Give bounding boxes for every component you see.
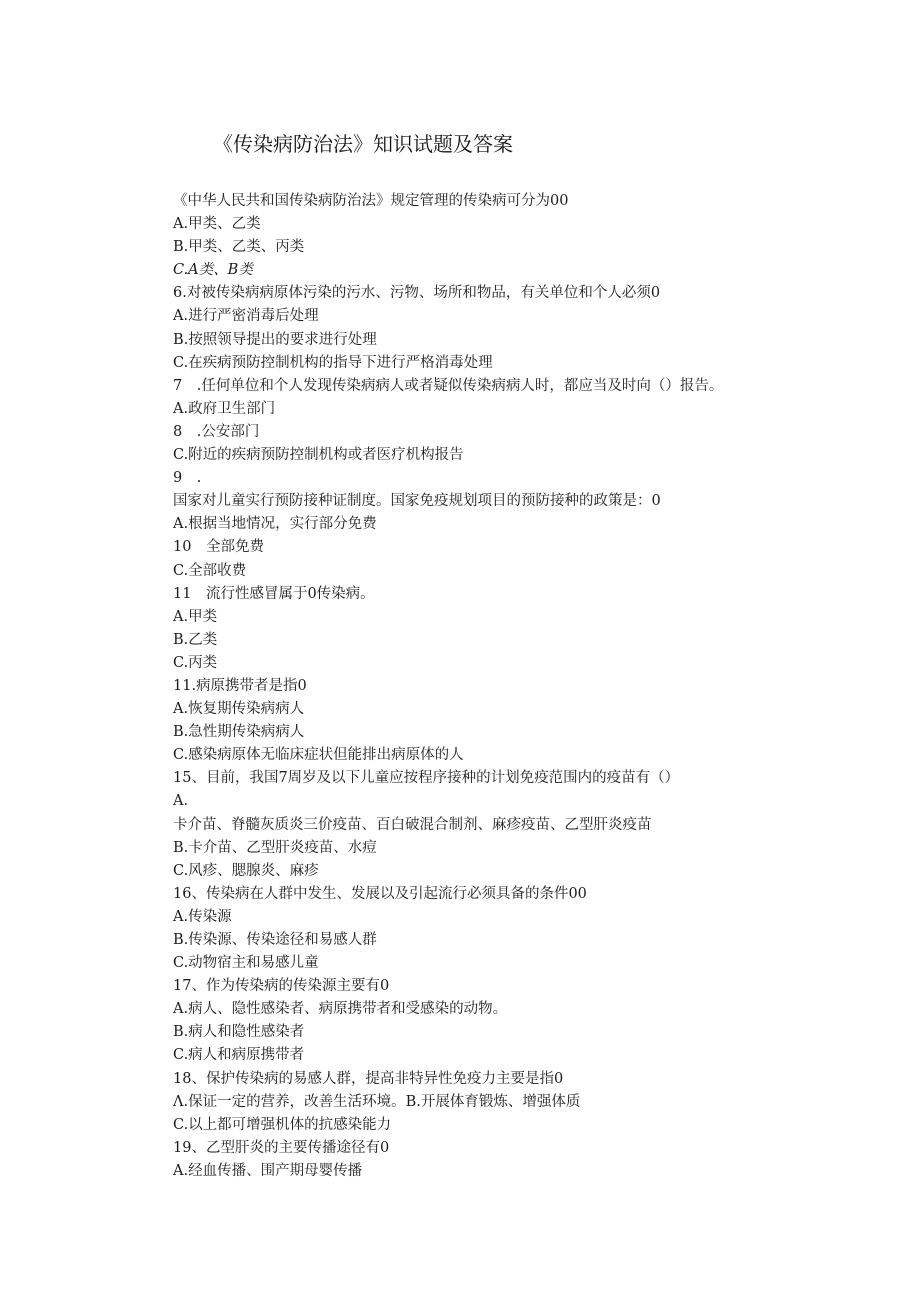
text-line: A. (173, 793, 189, 810)
text-line: 9 . (173, 470, 202, 487)
text-line: B.按照领导提出的要求进行处理 (173, 331, 377, 348)
text-line: A.恢复期传染病病人 (173, 701, 305, 718)
text-line: 7 .任何单位和个人发现传染病病人或者疑似传染病病人时，都应当及时向（）报告。 (173, 377, 724, 394)
text-line: C.以上都可增强机体的抗感染能力 (173, 1116, 392, 1133)
text-line: B.乙类 (173, 631, 218, 648)
text-line: 11.病原携带者是指0 (173, 677, 307, 694)
text-line: A.甲类、乙类 (173, 216, 261, 233)
text-line: 卡介苗、脊髓灰质炎三价疫苗、百白破混合制剂、麻疹疫苗、乙型肝炎疫苗 (173, 816, 652, 833)
text-line: C.A类、B类 (173, 262, 253, 279)
text-line: 17、作为传染病的传染源主要有0 (173, 978, 390, 995)
question-list (173, 190, 873, 1183)
text-line: 15、目前，我国7周岁及以下儿童应按程序接种的计划免疫范围内的疫苗有（） (173, 770, 680, 787)
text-line: A.经血传播、围产期母婴传播 (173, 1162, 363, 1179)
text-line: A.传染源 (173, 908, 232, 925)
text-line: B.甲类、乙类、丙类 (173, 239, 305, 256)
text-line: Λ.保证一定的营养，改善生活环境。B.开展体育锻炼、增强体质 (173, 1093, 581, 1110)
text-line: C.在疾病预防控制机构的指导下进行严格消毒处理 (173, 354, 493, 371)
text-line: 8 .公安部门 (173, 423, 260, 440)
text-line: C.附近的疾病预防控制机构或者医疗机构报告 (173, 447, 464, 464)
text-line: A.政府卫生部门 (173, 400, 276, 417)
text-line: A.根据当地情况，实行部分免费 (173, 516, 377, 533)
text-line: 国家对儿童实行预防接种证制度。国家免疫规划项目的预防接种的政策是：0 (173, 493, 661, 510)
text-line: 18、保护传染病的易感人群，提高非特异性免疫力主要是指0 (173, 1070, 564, 1087)
text-line: 《中华人民共和国传染病防治法》规定管理的传染病可分为00 (173, 193, 569, 209)
text-line: B.急性期传染病病人 (173, 724, 305, 741)
text-line: B.传染源、传染途径和易感人群 (173, 932, 377, 948)
text-line: B.卡介苗、乙型肝炎疫苗、水痘 (173, 839, 377, 856)
text-line: A.甲类 (173, 608, 218, 625)
text-line: C.病人和病原携带者 (173, 1047, 305, 1064)
text-line: 6.对被传染病病原体污染的污水、污物、场所和物品，有关单位和个人必须0 (173, 285, 661, 302)
text-line: 11 流行性感冒属于0传染病。 (173, 585, 375, 602)
text-line: A.进行严密消毒后处理 (173, 308, 319, 325)
text-line: A.病人、隐性感染者、病原携带者和受感染的动物。 (173, 1001, 508, 1018)
document-title: 《传染病防治法》知识试题及答案 (213, 132, 513, 156)
text-line: B.病人和隐性感染者 (173, 1024, 305, 1041)
text-line: C.动物宿主和易感儿童 (173, 955, 319, 972)
text-line: 19、乙型肝炎的主要传播途径有0 (173, 1139, 390, 1156)
text-line: C.感染病原体无临床症状但能排出病原体的人 (173, 747, 464, 764)
text-line: C.全部收费 (173, 562, 247, 579)
text-line: 10 全部免费 (173, 539, 264, 556)
text-line: C.风疹、腮腺炎、麻疹 (173, 862, 319, 879)
text-line: C.丙类 (173, 654, 218, 671)
text-line: 16、传染病在人群中发生、发展以及引起流行必须具备的条件00 (173, 885, 587, 902)
